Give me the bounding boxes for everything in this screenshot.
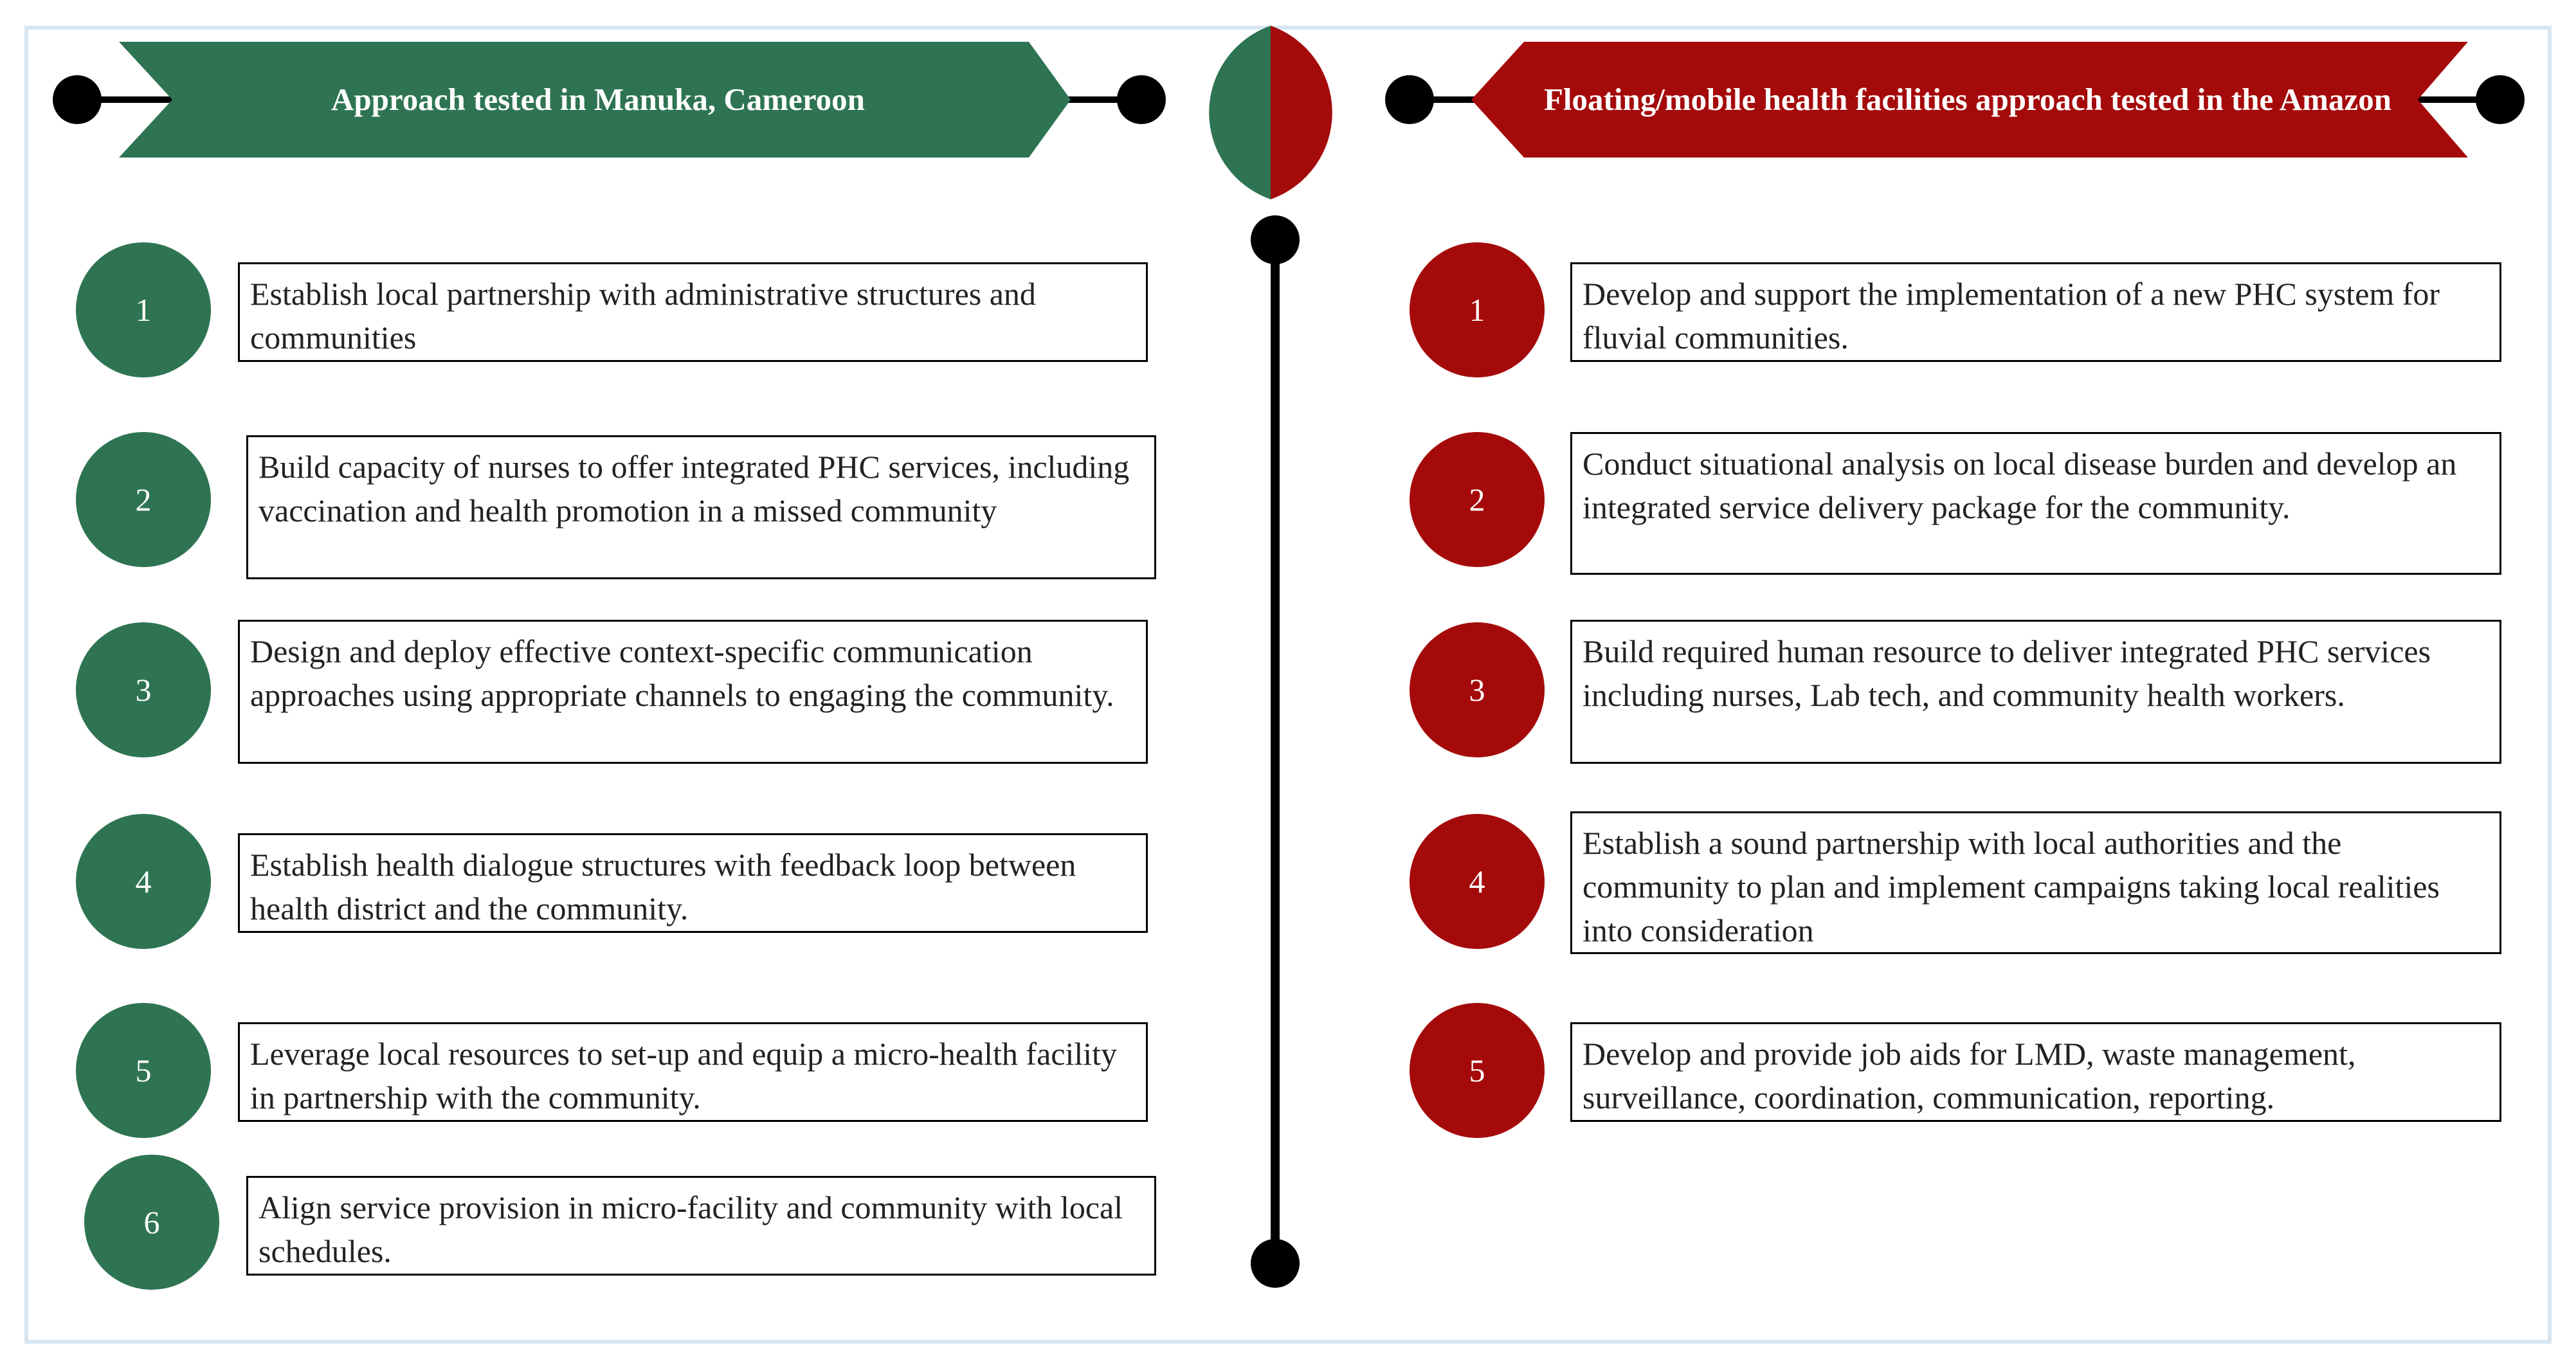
right-step-4-number: 4: [1410, 814, 1545, 949]
left-step-2-number: 2: [76, 432, 211, 567]
left-step-1-text: Establish local partnership with administrative structures and communities: [238, 262, 1148, 362]
left-step-6-text: Align service provision in micro-facility and community with local schedules.: [246, 1176, 1156, 1276]
left-step-3-number: 3: [76, 622, 211, 757]
left-connector-dot-start: [53, 75, 102, 124]
right-connector-dot-end: [2476, 75, 2525, 124]
right-banner-title: Floating/mobile health facilities approach tested in the Amazon: [1544, 82, 2391, 117]
left-step-5-number: 5: [76, 1003, 211, 1138]
right-step-1-text: Develop and support the implementation of a new PHC system for fluvial communities.: [1570, 262, 2501, 362]
left-step-1-number: 1: [76, 242, 211, 377]
timeline-dot-top: [1251, 215, 1300, 264]
center-circle-right-half: [1271, 26, 1332, 199]
right-step-3-number: 3: [1410, 622, 1545, 757]
left-step-4-text: Establish health dialogue structures with feedback loop between health district and the community.: [238, 833, 1148, 933]
left-banner-title: Approach tested in Manuka, Cameroon: [331, 82, 865, 117]
right-step-3-text: Build required human resource to deliver integrated PHC services including nurses, Lab tech, and community health workers.: [1570, 620, 2501, 764]
right-step-5-text: Develop and provide job aids for LMD, waste management, surveillance, coordination, communication, reporting.: [1570, 1022, 2501, 1122]
left-step-6-number: 6: [84, 1155, 219, 1290]
right-step-4-text: Establish a sound partnership with local authorities and the community to plan and implement campaigns taking local realities into consideration: [1570, 811, 2501, 954]
left-step-3-text: Design and deploy effective context-specific communication approaches using appropriate channels to engaging the community.: [238, 620, 1148, 764]
timeline-dot-bottom: [1251, 1239, 1300, 1288]
right-connector-dot-start: [1385, 75, 1434, 124]
right-step-1-number: 1: [1410, 242, 1545, 377]
left-step-4-number: 4: [76, 814, 211, 949]
right-step-2-text: Conduct situational analysis on local disease burden and develop an integrated service delivery package for the community.: [1570, 432, 2501, 575]
left-step-2-text: Build capacity of nurses to offer integrated PHC services, including vaccination and health promotion in a missed community: [246, 435, 1156, 579]
left-connector-dot-end: [1117, 75, 1166, 124]
left-step-5-text: Leverage local resources to set-up and equip a micro-health facility in partnership with the community.: [238, 1022, 1148, 1122]
right-step-2-number: 2: [1410, 432, 1545, 567]
center-circle-left-half: [1209, 26, 1271, 199]
right-step-5-number: 5: [1410, 1003, 1545, 1138]
